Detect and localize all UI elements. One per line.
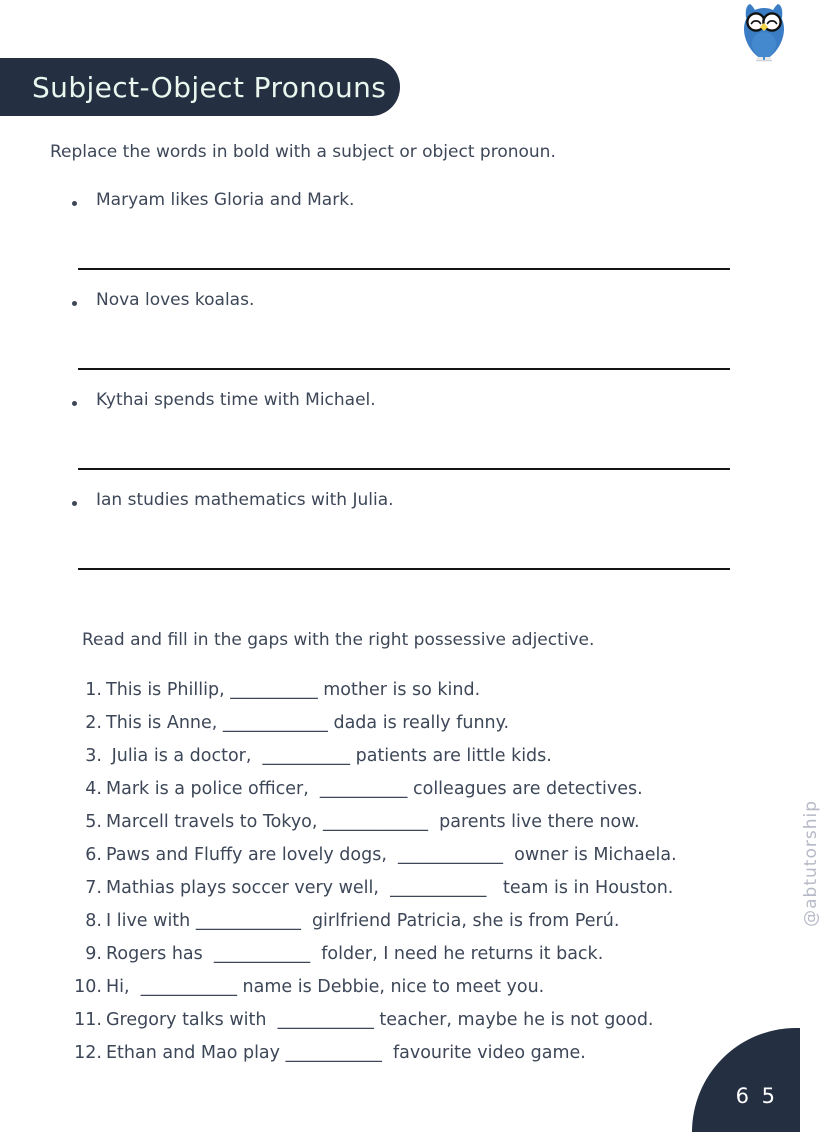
page-number: 6 5 [735, 1084, 778, 1108]
list-item-number: 1. [85, 680, 102, 700]
list-item-sentence[interactable]: This is Anne, ____________ dada is really funny. [106, 713, 510, 733]
pronoun-exercise-list [50, 190, 750, 590]
exercise-sentence: Ian studies mathematics with Julia. [96, 490, 394, 510]
list-item [70, 680, 770, 713]
list-item-number: 2. [85, 713, 102, 733]
list-item-number: 11. [74, 1010, 102, 1030]
answer-line[interactable] [78, 268, 730, 270]
title-banner [0, 58, 400, 116]
answer-line[interactable] [78, 468, 730, 470]
list-item [70, 944, 770, 977]
list-item-number: 10. [74, 977, 102, 997]
list-item-sentence[interactable]: Mathias plays soccer very well, ___________ team is in Houston. [106, 878, 674, 898]
section1-instruction: Replace the words in bold with a subject or object pronoun. [50, 142, 556, 162]
list-item [70, 977, 770, 1010]
list-item-number: 7. [85, 878, 102, 898]
list-item [50, 190, 750, 290]
section2-instruction: Read and fill in the gaps with the right possessive adjective. [82, 630, 595, 650]
list-item-number: 5. [85, 812, 102, 832]
list-item-sentence[interactable]: Julia is a doctor, __________ patients are little kids. [106, 746, 552, 766]
exercise-sentence: Maryam likes Gloria and Mark. [96, 190, 355, 210]
list-item [70, 878, 770, 911]
exercise-sentence: Nova loves koalas. [96, 290, 255, 310]
list-item-number: 8. [85, 911, 102, 931]
list-item-sentence[interactable]: Marcell travels to Tokyo, ____________ parents live there now. [106, 812, 640, 832]
list-item-number: 3. [85, 746, 102, 766]
answer-line[interactable] [78, 368, 730, 370]
bullet-dot-icon [72, 501, 77, 506]
list-item [70, 911, 770, 944]
list-item-sentence[interactable]: Rogers has ___________ folder, I need he returns it back. [106, 944, 604, 964]
answer-line[interactable] [78, 568, 730, 570]
bullet-dot-icon [72, 301, 77, 306]
list-item [70, 746, 770, 779]
list-item [70, 713, 770, 746]
bullet-dot-icon [72, 401, 77, 406]
list-item [50, 290, 750, 390]
owl-logo [740, 2, 788, 62]
list-item-sentence[interactable]: Mark is a police officer, __________ colleagues are detectives. [106, 779, 643, 799]
list-item-number: 12. [74, 1043, 102, 1063]
possessive-adjective-list [70, 680, 770, 1076]
exercise-sentence: Kythai spends time with Michael. [96, 390, 376, 410]
bullet-dot-icon [72, 201, 77, 206]
list-item [70, 1043, 770, 1076]
list-item-number: 4. [85, 779, 102, 799]
watermark: @abtutorship [801, 800, 821, 927]
list-item-number: 9. [85, 944, 102, 964]
list-item [70, 1010, 770, 1043]
list-item-sentence[interactable]: This is Phillip, __________ mother is so kind. [106, 680, 481, 700]
list-item-number: 6. [85, 845, 102, 865]
list-item [70, 845, 770, 878]
list-item-sentence[interactable]: Gregory talks with ___________ teacher, maybe he is not good. [106, 1010, 654, 1030]
list-item-sentence[interactable]: Ethan and Mao play ___________ favourite video game. [106, 1043, 586, 1063]
list-item-sentence[interactable]: Paws and Fluffy are lovely dogs, ____________ owner is Michaela. [106, 845, 677, 865]
list-item [70, 812, 770, 845]
list-item [70, 779, 770, 812]
list-item [50, 490, 750, 590]
list-item-sentence[interactable]: Hi, ___________ name is Debbie, nice to meet you. [106, 977, 545, 997]
page-title: Subject-Object Pronouns [32, 70, 387, 104]
list-item [50, 390, 750, 490]
list-item-sentence[interactable]: I live with ____________ girlfriend Patricia, she is from Perú. [106, 911, 620, 931]
